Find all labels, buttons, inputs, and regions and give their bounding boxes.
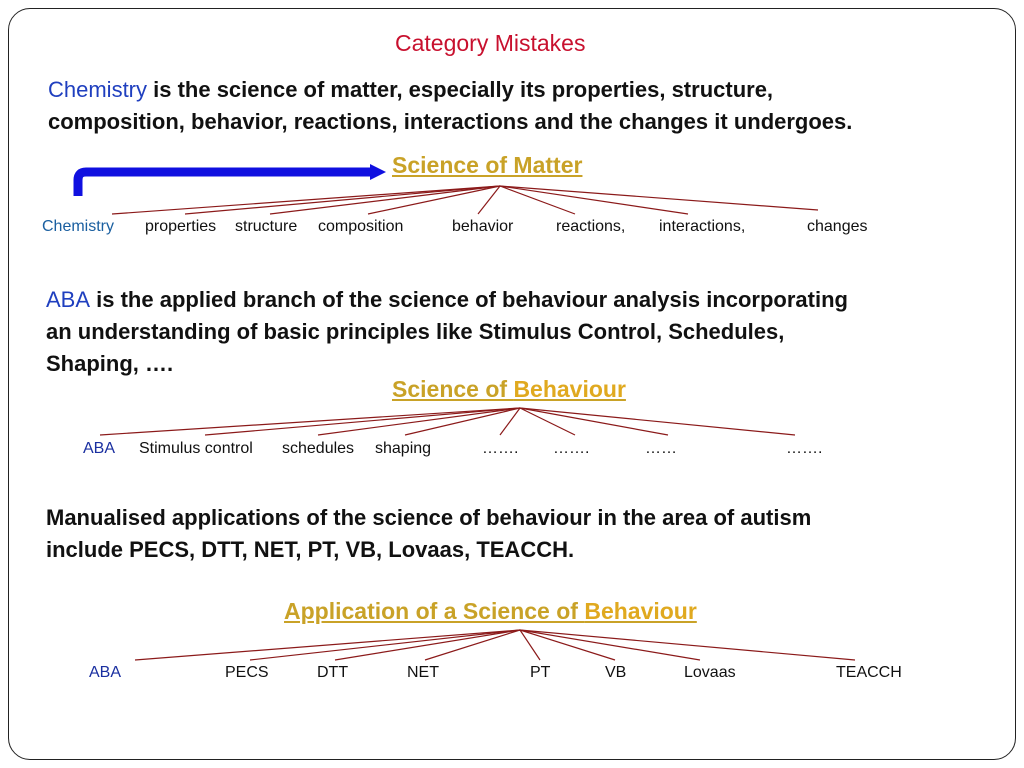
app-leaf-3: PT — [530, 664, 551, 681]
application-branch-line-6 — [520, 630, 700, 660]
app-leaf-2: NET — [407, 664, 439, 681]
chemistry-branch-line-1 — [185, 186, 500, 214]
aba-keyword: ABA — [46, 287, 91, 312]
aba-root-label: ABA — [83, 440, 116, 457]
aba-definition-line-1: ABA is the applied branch of the science of behaviour analysis incorporating — [46, 287, 848, 312]
aba-definition-line-2: an understanding of basic principles like Stimulus Control, Schedules, — [46, 319, 785, 344]
chem-leaf-6: changes — [807, 218, 868, 235]
aba-leaf-2: shaping — [375, 440, 432, 457]
chemistry-definition-line-2: composition, behavior, reactions, interactions and the changes it undergoes. — [48, 109, 853, 134]
application-root-label: ABA — [89, 664, 122, 681]
chemistry-branch-line-6 — [500, 186, 688, 214]
manual-definition-line-2: include PECS, DTT, NET, PT, VB, Lovaas, TEACCH. — [46, 537, 575, 562]
aba-leaf-1: schedules — [282, 440, 355, 457]
aba-branch-lines — [100, 408, 795, 435]
chemistry-branch-line-7 — [500, 186, 818, 210]
chem-leaf-2: composition — [318, 218, 404, 235]
aba-leaf-4: ……. — [553, 440, 590, 457]
chem-leaf-5: interactions, — [659, 218, 746, 235]
application-branch-line-2 — [335, 630, 520, 660]
chemistry-hub-label: Science of Matter — [392, 152, 583, 178]
chemistry-branch-line-5 — [500, 186, 575, 214]
aba-branch-line-6 — [520, 408, 668, 435]
app-leaf-0: PECS — [225, 664, 269, 681]
app-leaf-4: VB — [605, 664, 627, 681]
aba-branch-line-0 — [100, 408, 520, 435]
app-leaf-5: Lovaas — [684, 664, 736, 681]
aba-leaf-3: ……. — [482, 440, 519, 457]
app-leaf-6: TEACCH — [836, 664, 902, 681]
application-branch-line-0 — [135, 630, 520, 660]
aba-branch-line-1 — [205, 408, 520, 435]
blue-arrow-head — [370, 164, 386, 180]
application-branch-lines — [135, 630, 855, 660]
application-branch-line-1 — [250, 630, 520, 660]
app-leaf-1: DTT — [317, 664, 349, 681]
chemistry-keyword: Chemistry — [48, 77, 148, 102]
chemistry-branch-lines — [112, 186, 818, 214]
manual-definition-line-1: Manualised applications of the science of behaviour in the area of autism — [46, 505, 812, 530]
slide-title: Category Mistakes — [395, 30, 586, 56]
application-branch-line-7 — [520, 630, 855, 660]
application-hub-label: Application of a Science of Behaviour — [284, 598, 697, 624]
aba-leaf-6: ……. — [786, 440, 823, 457]
application-branch-line-3 — [425, 630, 520, 660]
chemistry-definition-line-1: Chemistry is the science of matter, especially its properties, structure, — [48, 77, 774, 102]
chem-leaf-0: properties — [145, 218, 217, 235]
chemistry-root-label: Chemistry — [42, 218, 115, 235]
blue-arrow-shaft — [78, 172, 372, 196]
chem-leaf-1: structure — [235, 218, 298, 235]
application-branch-line-4 — [520, 630, 540, 660]
aba-branch-line-7 — [520, 408, 795, 435]
aba-leaf-0: Stimulus control — [139, 440, 253, 457]
chem-leaf-4: reactions, — [556, 218, 626, 235]
aba-hub-label: Science of Behaviour — [392, 376, 626, 402]
chem-leaf-3: behavior — [452, 218, 514, 235]
aba-leaf-5: …… — [645, 440, 677, 457]
aba-definition-line-3: Shaping, …. — [46, 351, 174, 376]
aba-branch-line-2 — [318, 408, 520, 435]
